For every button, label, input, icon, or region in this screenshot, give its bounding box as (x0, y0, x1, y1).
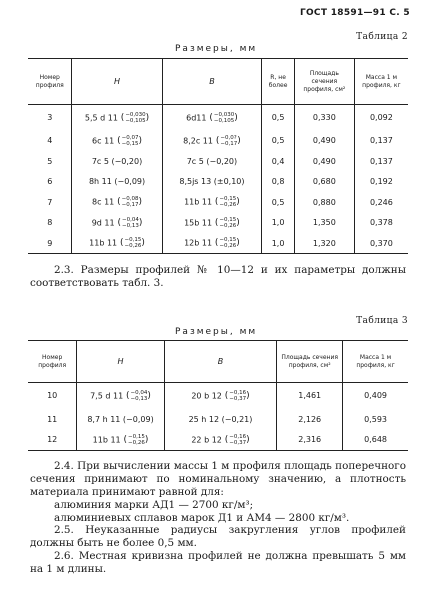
table2-row (28, 213, 408, 234)
t2-cell-b: 8,2c 11 ( −0,0? −0,17 ) (162, 131, 262, 152)
t2-cell-num: 4 (47, 136, 53, 146)
paragraph-2-6-text: 2.6. Местная кривизна профилей не должна превышать 5 мм на 1 м длины. (30, 550, 406, 575)
table2-row (28, 151, 408, 172)
table3 (28, 340, 408, 451)
t2-cell-b-tolerance: −0,0? −0,17 (220, 134, 238, 147)
t3-cell-b: 25 h 12 (−0,21) (164, 409, 277, 430)
t2-cell-h-tolerance: −0,04 −0,13 (121, 216, 139, 229)
t3-cell-h: 7,5 d 11 ( −0,04 −0,13 ) (77, 383, 164, 409)
paragraph-2-4-line-ad1: алюминия марки АД1 — 2700 кг/м³; (54, 499, 254, 511)
paragraph-2-5-text: 2.5. Неуказанные радиусы закругления углов профилей должны быть не более 0,5 мм. (30, 524, 406, 549)
t3-cell-mass: 0,648 (343, 430, 408, 451)
t3-cell-b: 22 b 12 ( −0,16 −0,37 ) (164, 430, 277, 451)
t2-cell-b-tolerance: −0,15 −0,26 (219, 216, 237, 229)
table3-caption: Размеры, мм (175, 327, 258, 337)
t2-cell-area: 0,490 (294, 151, 354, 172)
t2-cell-h: 9d 11 ( −0,04 −0,13 ) (72, 213, 162, 234)
t2-cell-b-tolerance: −0,15 −0,26 (219, 237, 237, 249)
t3-cell-area: 1,461 (277, 383, 343, 409)
t3-cell-area: 2,316 (277, 430, 343, 451)
t3-header-mass: Масса 1 м профиля, кг (343, 341, 408, 383)
t2-cell-h-tolerance: −0,08 −0,17 (121, 196, 139, 209)
table3-row (28, 409, 408, 430)
table2-row (28, 233, 408, 254)
t2-cell-h-tolerance: −0,07 −0,15 (121, 134, 139, 147)
table3-row (28, 430, 408, 451)
table2-row (28, 131, 408, 152)
t3-cell-b-tolerance: −0,16 −0,37 (229, 389, 247, 402)
t2-cell-area: 1,320 (294, 233, 354, 254)
t2-cell-b: 15b 11 ( −0,15 −0,26 ) (162, 213, 262, 234)
paragraph-2-4 (30, 460, 406, 525)
t3-header-num: Номер профиля (28, 341, 77, 383)
t2-cell-h: 11b 11 ( −0,15 −0,26 ) (72, 233, 162, 254)
t2-cell-b-tolerance: −0,030 −0,105 (213, 111, 235, 124)
table2-row (28, 105, 408, 131)
t2-cell-b: 6d11 ( −0,030 −0,105 ) (162, 105, 262, 131)
t2-cell-b-tolerance: −0,15 −0,26 (219, 196, 237, 209)
t2-cell-area: 0,490 (294, 131, 354, 152)
paragraph-2-4-line-alloys: алюминиевых сплавов марок Д1 и АМ4 — 2800 кг/м³. (54, 512, 350, 524)
t2-cell-h-tolerance: −0,15 −0,26 (124, 237, 142, 249)
t2-cell-num: 7 (47, 197, 53, 207)
t2-cell-b: 11b 11 ( −0,15 −0,26 ) (162, 192, 262, 213)
t2-cell-r: 0,8 (262, 172, 295, 193)
t2-cell-b: 8,5js 13 (±0,10) (162, 172, 262, 193)
t2-cell-h: 8c 11 ( −0,08 −0,17 ) (72, 192, 162, 213)
t2-cell-h: 8h 11 (−0,09) (72, 172, 162, 193)
paragraph-2-3-text: 2.3. Размеры профилей № 10—12 и их параметры должны соответствовать табл. 3. (30, 264, 406, 289)
t2-cell-r: 0,4 (262, 151, 295, 172)
table2 (28, 58, 408, 254)
t3-cell-b: 20 b 12 ( −0,16 −0,37 ) (164, 383, 277, 409)
t2-cell-mass: 0,137 (354, 131, 408, 152)
t2-cell-r: 1,0 (262, 233, 295, 254)
t3-cell-b-tolerance: −0,16 −0,37 (229, 433, 247, 446)
t2-cell-area: 0,680 (294, 172, 354, 193)
t2-cell-area: 1,350 (294, 213, 354, 234)
paragraph-2-3 (30, 264, 406, 290)
table2-row (28, 192, 408, 213)
t2-cell-r: 0,5 (262, 192, 295, 213)
table3-label: Таблица 3 (356, 316, 408, 326)
t3-header-area: Площадь сечения профиля, см² (277, 341, 343, 383)
t2-cell-num: 6 (47, 177, 53, 187)
t2-cell-mass: 0,092 (354, 105, 408, 131)
t3-cell-num: 10 (47, 391, 58, 401)
t3-cell-area: 2,126 (277, 409, 343, 430)
t2-cell-h: 6c 11 ( −0,07 −0,15 ) (72, 131, 162, 152)
t3-header-h: H (77, 341, 164, 383)
t2-cell-mass: 0,246 (354, 192, 408, 213)
t3-cell-num: 11 (47, 414, 58, 424)
t2-cell-mass: 0,378 (354, 213, 408, 234)
t2-header-num: Номер профиля (28, 59, 72, 105)
t3-header-b: B (164, 341, 277, 383)
table2-label: Таблица 2 (356, 32, 408, 42)
t2-header-h: H (72, 59, 162, 105)
t2-cell-area: 0,880 (294, 192, 354, 213)
t2-cell-mass: 0,370 (354, 233, 408, 254)
t2-cell-num: 3 (47, 113, 53, 123)
table2-row (28, 172, 408, 193)
t2-cell-r: 1,0 (262, 213, 295, 234)
table2-caption: Размеры, мм (175, 44, 258, 54)
t2-cell-b: 7c 5 (−0,20) (162, 151, 262, 172)
t3-cell-h-tolerance: −0,15 −0,26 (128, 433, 145, 446)
t3-cell-h: 11b 11 ( −0,15 −0,26 ) (77, 430, 164, 451)
t3-cell-h: 8,7 h 11 (−0,09) (77, 409, 164, 430)
t3-cell-mass: 0,409 (343, 383, 408, 409)
t3-cell-mass: 0,593 (343, 409, 408, 430)
t3-cell-num: 12 (28, 430, 77, 451)
t2-header-area: Площадь сечения профиля, см² (294, 59, 354, 105)
t2-cell-mass: 0,137 (354, 151, 408, 172)
t2-cell-b: 12b 11 ( −0,15 −0,26 ) (162, 233, 262, 254)
t2-header-b: B (162, 59, 262, 105)
t2-cell-num: 8 (47, 218, 53, 228)
paragraph-2-4-text: 2.4. При вычислении массы 1 м профиля площадь поперечного сечения принимают по номинальному значению, а плотность материала принимают равной для: (30, 460, 406, 498)
paragraph-2-6 (30, 550, 406, 576)
t2-cell-r: 0,5 (262, 105, 295, 131)
t2-cell-h: 7c 5 (−0,20) (72, 151, 162, 172)
t2-cell-num: 9 (28, 233, 72, 254)
t2-cell-h-tolerance: −0,030 −0,105 (125, 111, 146, 124)
t2-header-r: R, не более (262, 59, 295, 105)
t2-cell-r: 0,5 (262, 131, 295, 152)
t2-cell-mass: 0,192 (354, 172, 408, 193)
t2-cell-h: 5,5 d 11 ( −0,030 −0,105 ) (72, 105, 162, 131)
t3-cell-h-tolerance: −0,04 −0,13 (130, 389, 148, 402)
t2-cell-num: 5 (47, 156, 53, 166)
t2-cell-area: 0,330 (294, 105, 354, 131)
paragraph-2-5 (30, 524, 406, 550)
t2-header-mass: Масса 1 м профиля, кг (354, 59, 408, 105)
table3-row (28, 383, 408, 409)
page-header: ГОСТ 18591—91 С. 5 (299, 8, 410, 18)
